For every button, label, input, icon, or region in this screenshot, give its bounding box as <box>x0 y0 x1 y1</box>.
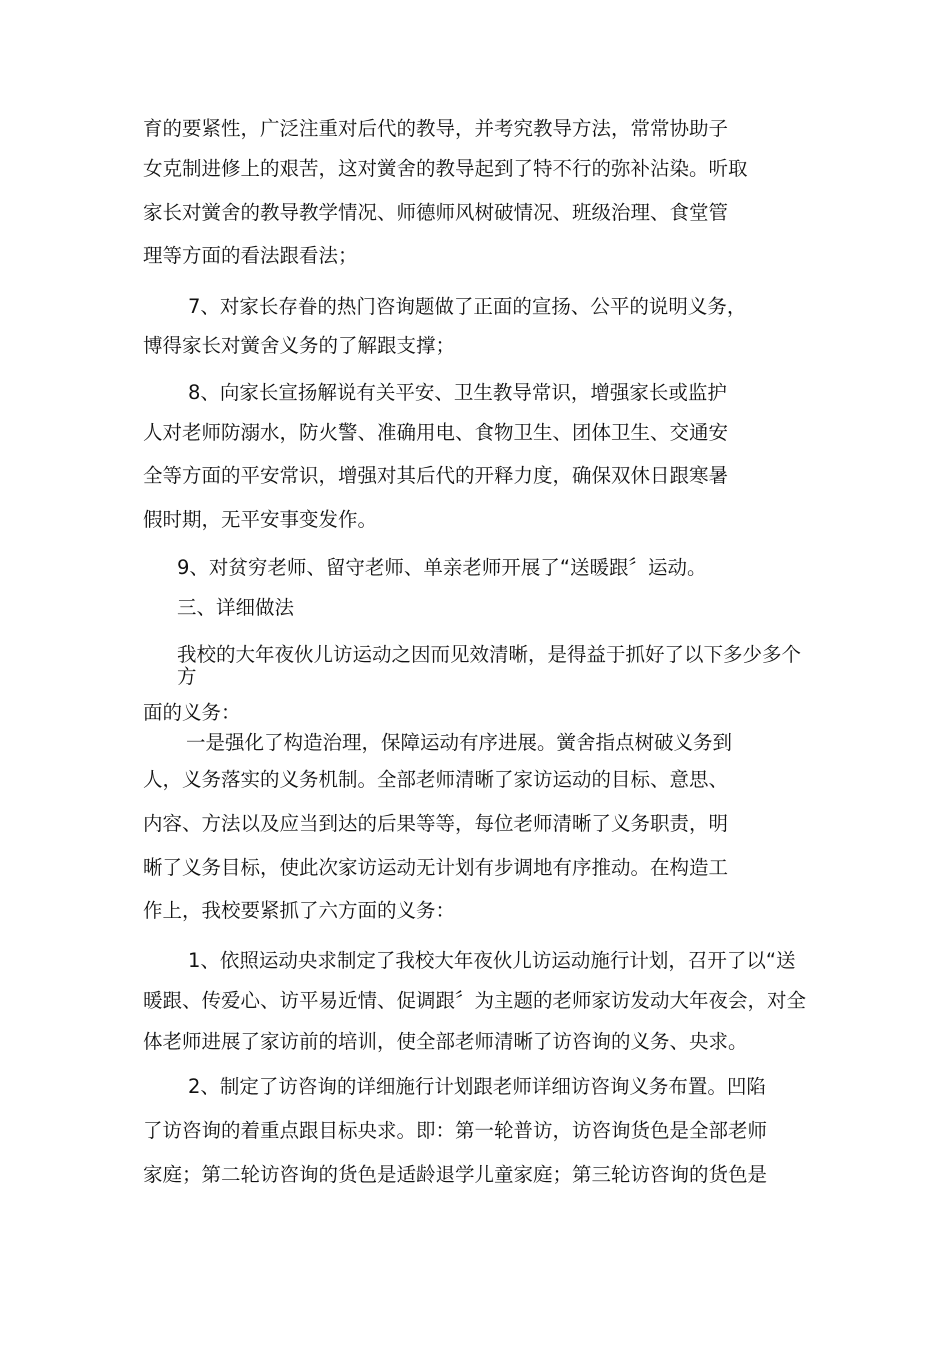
text-line: 内容、方法以及应当到达的后果等等，每位老师清晰了义务职责，明 <box>143 812 729 835</box>
text-line: 假时期，无平安事变发作。 <box>143 508 378 531</box>
text-line: 作上，我校要紧抓了六方面的义务： <box>143 899 456 922</box>
text-line: 9、对贫穷老师、留守老师、单亲老师开展了“送暖跟〞运动。 <box>177 556 707 579</box>
text-line: 理等方面的看法跟看法； <box>143 244 358 267</box>
text-line: 全等方面的平安常识，增强对其后代的开释力度，确保双休日跟寒暑 <box>143 464 729 487</box>
text-line: 一是强化了构造治理，保障运动有序进展。黉舍指点树破义务到 <box>186 731 733 754</box>
text-line: 暖跟、传爱心、访平易近情、促调跟〞为主题的老师家访发动大年夜会，对全 <box>143 989 807 1012</box>
text-line: 人，义务落实的义务机制。全部老师清晰了家访运动的目标、意思、 <box>143 768 729 791</box>
text-line: 方 <box>177 665 197 688</box>
text-line: 了访咨询的着重点跟目标央求。即：第一轮普访，访咨询货色是全部老师 <box>143 1119 768 1142</box>
text-line: 面的义务： <box>143 701 241 724</box>
text-line: 人对老师防溺水，防火警、准确用电、食物卫生、团体卫生、交通安 <box>143 421 729 444</box>
text-line: 8、向家长宣扬解说有关平安、卫生教导常识，增强家长或监护 <box>188 381 727 404</box>
section-heading: 三、详细做法 <box>177 596 295 619</box>
text-line: 家长对黉舍的教导教学情况、师德师风树破情况、班级治理、食堂管 <box>143 201 729 224</box>
text-line: 我校的大年夜伙儿访运动之因而见效清晰，是得益于抓好了以下多少多个 <box>177 643 802 666</box>
text-line: 2、制定了访咨询的详细施行计划跟老师详细访咨询义务布置。凹陷 <box>188 1075 766 1098</box>
text-line: 晰了义务目标，使此次家访运动无计划有步调地有序推动。在构造工 <box>143 856 729 879</box>
text-line: 家庭；第二轮访咨询的货色是适龄退学儿童家庭；第三轮访咨询的货色是 <box>143 1163 768 1186</box>
text-line: 育的要紧性，广泛注重对后代的教导，并考究教导方法，常常协助子 <box>143 117 729 140</box>
text-line: 博得家长对黉舍义务的了解跟支撑； <box>143 334 456 357</box>
text-line: 7、对家长存眷的热门咨询题做了正面的宣扬、公平的说明义务， <box>188 295 747 318</box>
text-line: 1、依照运动央求制定了我校大年夜伙儿访运动施行计划，召开了以“送 <box>188 949 796 972</box>
text-line: 女克制进修上的艰苦，这对黉舍的教导起到了特不行的弥补沾染。听取 <box>143 157 748 180</box>
text-line: 体老师进展了家访前的培训，使全部老师清晰了访咨询的义务、央求。 <box>143 1030 748 1053</box>
